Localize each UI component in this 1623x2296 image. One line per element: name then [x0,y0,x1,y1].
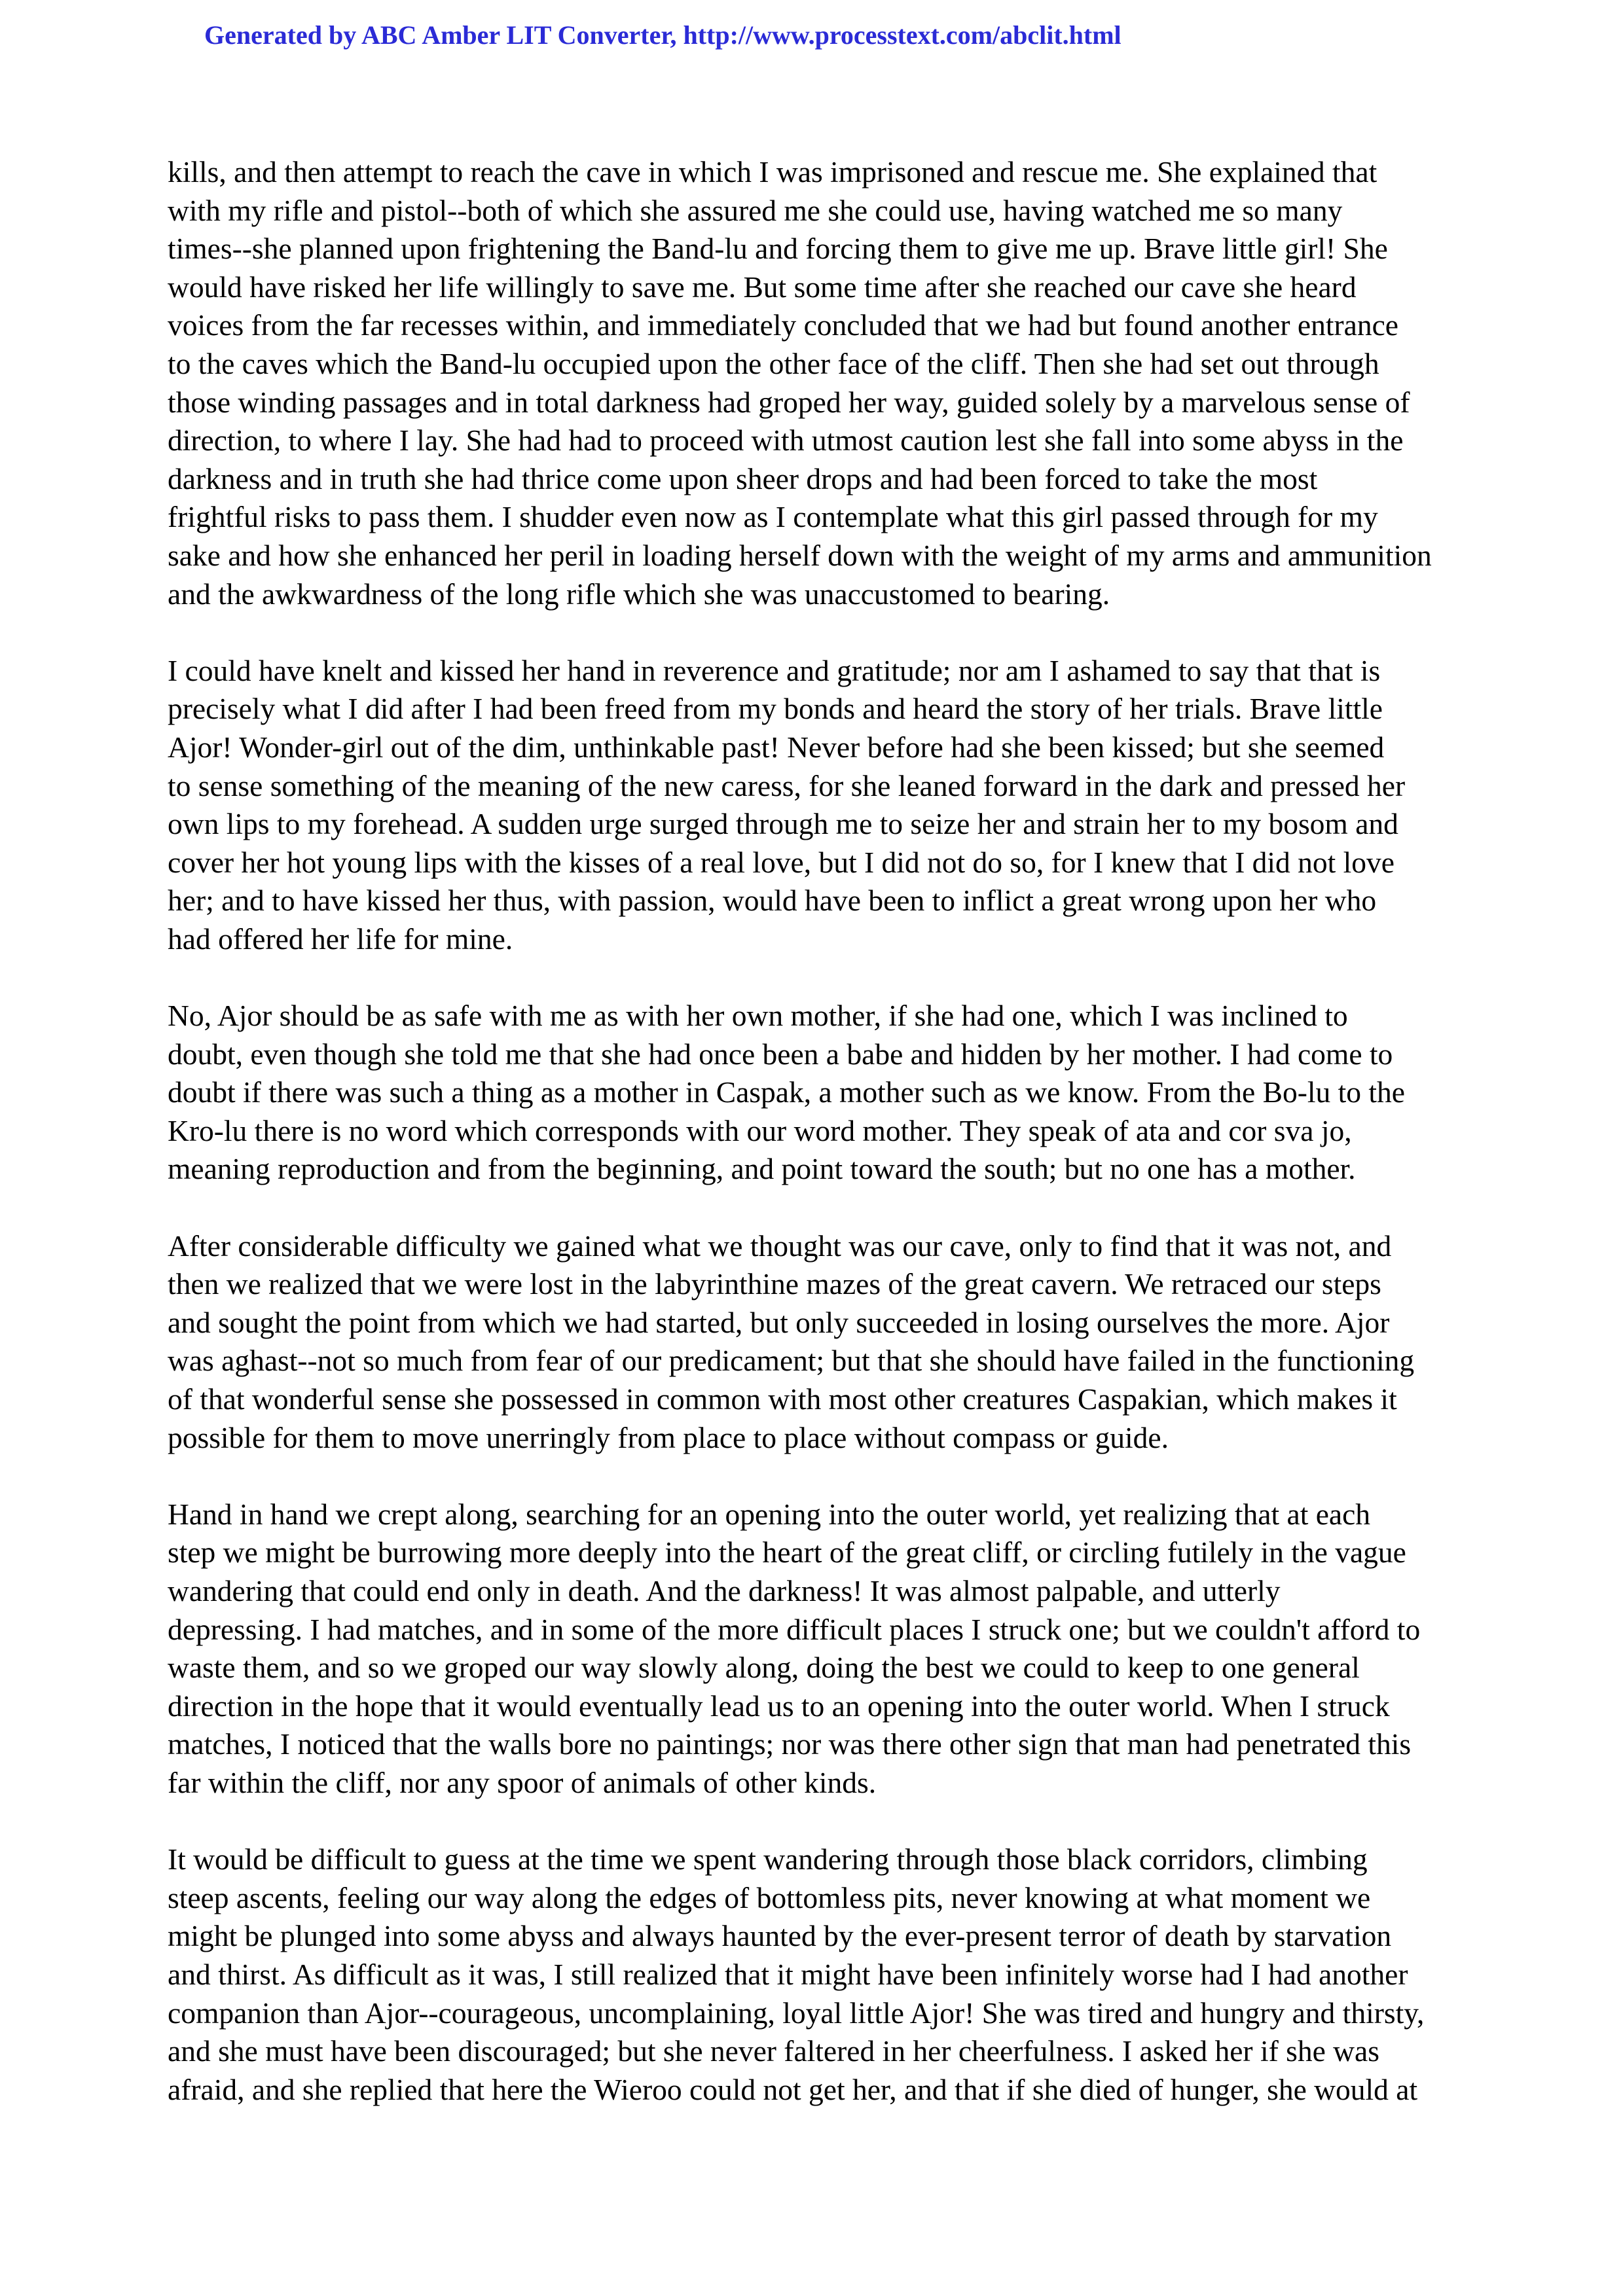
paragraph-2: I could have knelt and kissed her hand in reverence and gratitude; nor am I ashamed to say that that is precisely what I did after I had been freed from my bonds and heard the story of her trials. Brave little Ajor! Wonder-girl out of the dim, unthinkable past! Never before had she been kissed; but she seemed to sense something of the meaning of the new caress, for she leaned forward in the dark and pressed her own lips to my forehead. A sudden urge surged through me to seize her and strain her to my bosom and cover her hot young lips with the kisses of a real love, but I did not do so, for I knew that I did not love her; and to have kissed her thus, with passion, would have been to inflict a great wrong upon her who had offered her life for mine. [168,653,1406,956]
document-body [168,153,1477,2109]
paragraph-6: It would be difficult to guess at the time we spent wandering through those black corridors, climbing steep ascents, feeling our way along the edges of bottomless pits, never knowing at what moment we might be plunged into some abyss and always haunted by the ever-present terror of death by starvation and thirst. As difficult as it was, I still realized that it might have been infinitely worse had I had another companion than Ajor--courageous, uncomplaining, loyal little Ajor! She was tired and hungry and thirsty, and she must have been discouraged; but she never faltered in her cheerfulness. I asked her if she was afraid, and she replied that here the Wieroo could not get her, and that if she died of hunger, she would at [168,1842,1425,2106]
paragraph-4: After considerable difficulty we gained what we thought was our cave, only to find that it was not, and then we realized that we were lost in the labyrinthine mazes of the great cavern. We retraced our steps and sought the point from which we had started, but only succeeded in losing ourselves the more. Ajor was aghast--not so much from fear of our predicament; but that she should have failed in the functioning of that wonderful sense she possessed in common with most other creatures Caspakian, which makes it possible for them to move unerringly from place to place without compass or guide. [168,1229,1415,1454]
converter-header: Generated by ABC Amber LIT Converter, http://www.processtext.com/abclit.html [204,20,1122,50]
paragraph-1: kills, and then attempt to reach the cave in which I was imprisoned and rescue me. She explained that with my rifle and pistol--both of which she assured me she could use, having watched me so many times--she planned upon frightening the Band-lu and forcing them to give me up. Brave little girl! She would have risked her life willingly to save me. But some time after she reached our cave she heard voices from the far recesses within, and immediately concluded that we had but found another entrance to the caves which the Band-lu occupied upon the other face of the cliff. Then she had set out through those winding passages and in total darkness had groped her way, guided solely by a marvelous sense of direction, to where I lay. She had had to proceed with utmost caution lest she fall into some abyss in the darkness and in truth she had thrice come upon sheer drops and had been forced to take the most frightful risks to pass them. I shudder even now as I contemplate what this girl passed through for my sake and how she enhanced her peril in loading herself down with the weight of my arms and ammunition and the awkwardness of the long rifle which she was unaccustomed to bearing. [168,155,1432,611]
paragraph-3: No, Ajor should be as safe with me as with her own mother, if she had one, which I was inclined to doubt, even though she told me that she had once been a babe and hidden by her mother. I had come to doubt if there was such a thing as a mother in Caspak, a mother such as we know. From the Bo-lu to the Kro-lu there is no word which corresponds with our word mother. They speak of ata and cor sva jo, meaning reproduction and from the beginning, and point toward the south; but no one has a mother. [168,999,1405,1186]
paragraph-5: Hand in hand we crept along, searching for an opening into the outer world, yet realizing that at each step we might be burrowing more deeply into the heart of the great cliff, or circling futilely in the vague wandering that could end only in death. And the darkness! It was almost palpable, and utterly depressing. I had matches, and in some of the more difficult places I struck one; but we couldn't afford to waste them, and so we groped our way slowly along, doing the best we could to keep to one general direction in the hope that it would eventually lead us to an opening into the outer world. When I struck matches, I noticed that the walls bore no paintings; nor was there other sign that man had penetrated this far within the cliff, nor any spoor of animals of other kinds. [168,1497,1421,1799]
